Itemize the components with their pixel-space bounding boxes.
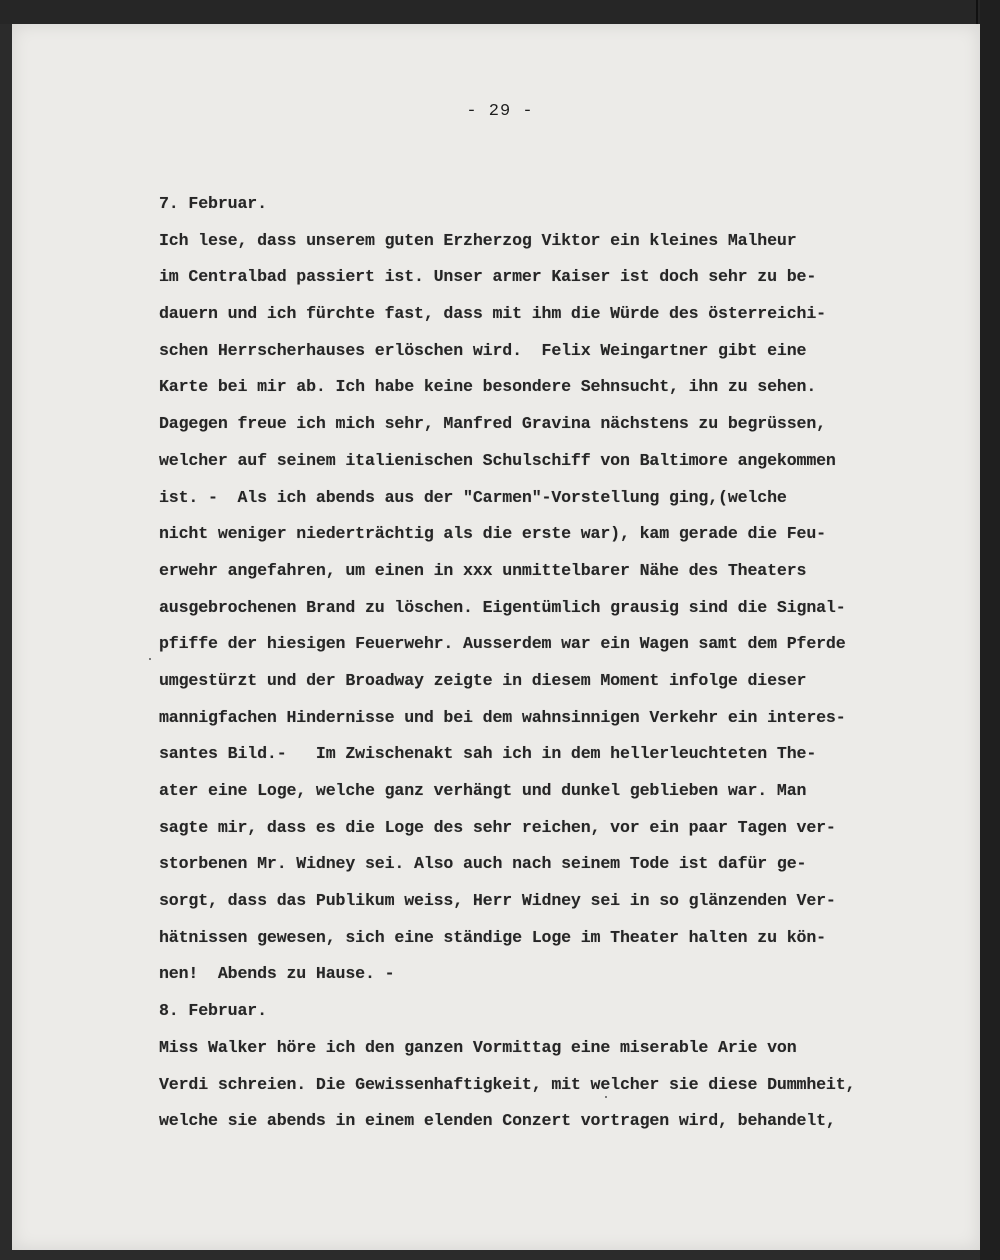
text-line: nen! Abends zu Hause. - [159, 964, 395, 984]
text-line: ater eine Loge, welche ganz verhängt und dunkel geblieben war. Man [159, 781, 807, 800]
scan-border-line [976, 0, 978, 24]
typewritten-page [12, 24, 980, 1250]
scan-border-right [980, 0, 1000, 1260]
text-line: umgestürzt und der Broadway zeigte in diesem Moment infolge dieser [159, 670, 807, 690]
scan-border-top [0, 0, 1000, 24]
text-line: welcher auf seinem italienischen Schulschiff von Baltimore angekommen [159, 450, 836, 470]
text-line: mannigfachen Hindernisse und bei dem wahnsinnigen Verkehr ein interes- [159, 707, 846, 727]
paper-speck [149, 658, 151, 660]
text-line: schen Herrscherhauses erlöschen wird. Felix Weingartner gibt eine [159, 340, 807, 360]
text-line: Miss Walker höre ich den ganzen Vormittag eine miserable Arie von [159, 1037, 797, 1057]
text-line: welche sie abends in einem elenden Conzert vortragen wird, behandelt, [159, 1111, 836, 1131]
text-line: Verdi schreien. Die Gewissenhaftigkeit, mit welcher sie diese Dummheit, [159, 1074, 856, 1094]
text-line: ist. - Als ich abends aus der "Carmen"-Vorstellung ging,(welche [159, 487, 787, 507]
text-line: dauern und ich fürchte fast, dass mit ihm die Würde des österreichi- [159, 304, 826, 324]
text-line: Ich lese, dass unserem guten Erzherzog Viktor ein kleines Malheur [159, 230, 797, 250]
text-line: pfiffe der hiesigen Feuerwehr. Ausserdem war ein Wagen samt dem Pferde [159, 634, 846, 654]
text-line: santes Bild.- Im Zwischenakt sah ich in dem hellerleuchteten The- [159, 744, 817, 764]
text-line: sagte mir, dass es die Loge des sehr reichen, vor ein paar Tagen ver- [159, 817, 836, 837]
text-line: Karte bei mir ab. Ich habe keine besondere Sehnsucht, ihn zu sehen. [159, 377, 817, 397]
page-number: - 29 - [466, 102, 534, 121]
text-line: im Centralbad passiert ist. Unser armer Kaiser ist doch sehr zu be- [159, 267, 817, 287]
paper-speck [605, 1096, 607, 1098]
text-line: erwehr angefahren, um einen in xxx unmittelbarer Nähe des Theaters [159, 560, 807, 580]
text-line: 7. Februar. [159, 194, 267, 213]
text-line: storbenen Mr. Widney sei. Also auch nach seinem Tode ist dafür ge- [159, 854, 807, 874]
body-text [159, 186, 959, 1140]
text-line: nicht weniger niederträchtig als die erste war), kam gerade die Feu- [159, 524, 826, 544]
text-line: 8. Februar. [159, 1001, 267, 1021]
text-line: Dagegen freue ich mich sehr, Manfred Gravina nächstens zu begrüssen, [159, 414, 826, 434]
text-line: ausgebrochenen Brand zu löschen. Eigentümlich grausig sind die Signal- [159, 597, 846, 617]
text-line: hätnissen gewesen, sich eine ständige Loge im Theater halten zu kön- [159, 927, 826, 947]
text-line: sorgt, dass das Publikum weiss, Herr Widney sei in so glänzenden Ver- [159, 891, 836, 911]
